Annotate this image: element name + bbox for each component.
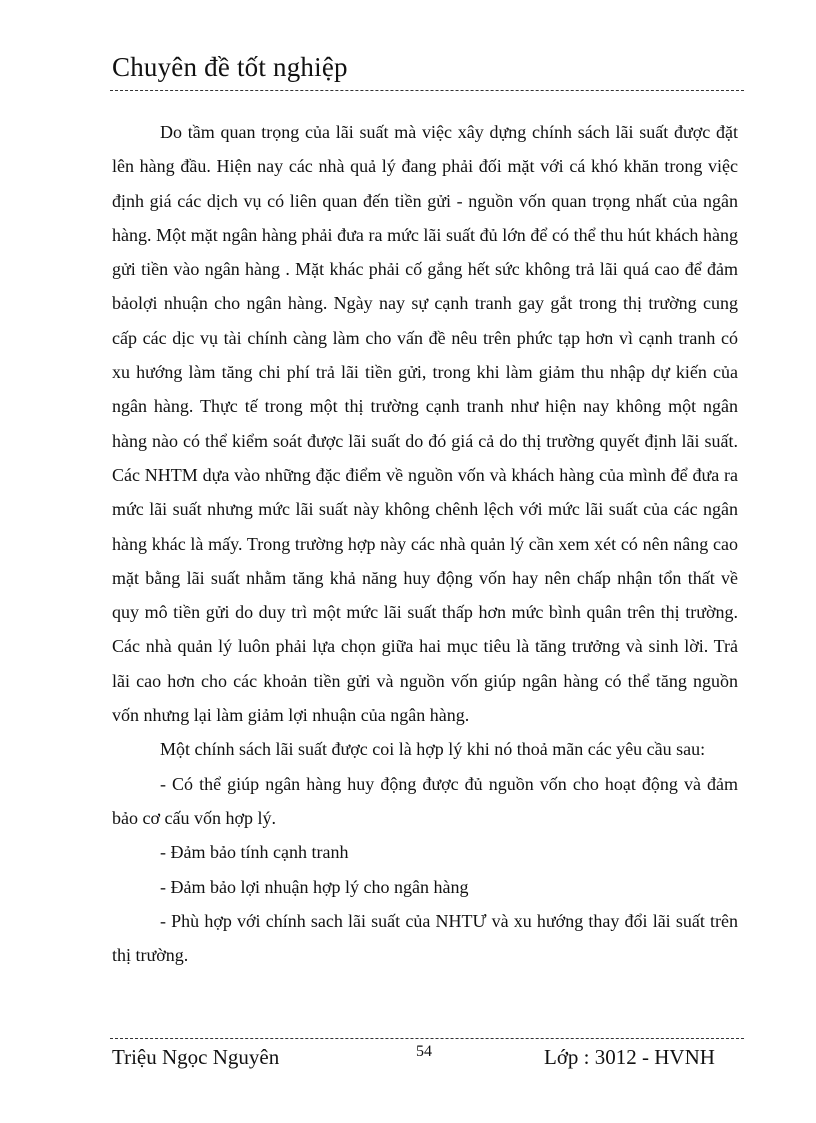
footer-rule — [110, 1038, 744, 1039]
page-number: 54 — [416, 1043, 432, 1060]
header-rule — [110, 90, 744, 91]
document-body — [112, 115, 738, 972]
list-item-capital: - Có thể giúp ngân hàng huy động được đủ nguồn vốn cho hoạt động và đảm bảo cơ cấu vốn hợp lý. — [112, 773, 738, 828]
paragraph-requirements: Một chính sách lãi suất được coi là hợp lý khi nó thoả mãn các yêu cầu sau: — [160, 739, 706, 760]
list-item-policy: - Phù hợp với chính sach lãi suất của NHTƯ và xu hướng thay đổi lãi suất trên thị trường. — [112, 910, 738, 966]
header-title: Chuyên đề tốt nghiệp — [112, 52, 348, 82]
list-item-profit: - Đảm bảo lợi nhuận hợp lý cho ngân hàng — [160, 876, 469, 897]
footer-author: Triệu Ngọc Nguyên — [112, 1045, 280, 1069]
list-item-competition: - Đảm bảo tính cạnh tranh — [160, 842, 349, 863]
paragraph-intro: Do tầm quan trọng của lãi suất mà việc xây dựng chính sách lãi suất được đặt lên hàng đầu. Hiện nay các nhà quả lý đang phải đối mặt với cá khó khăn trong việc định giá các dịch vụ có liên quan đến tiền gửi - nguồn vốn quan trọng nhất của ngân hàng. Một mặt ngân hàng phải đưa ra mức lãi suất đủ lớn để có thể thu hút khách hàng gửi tiền vào ngân hàng . Mặt khác phải cố gắng hết sức không trả lãi quá cao để đảm bảolợi nhuận cho ngân hàng. Ngày nay sự cạnh tranh gay gắt trong thị trường cung cấp các dịc vụ tài chính càng làm cho vấn đề nêu trên phức tạp hơn vì cạnh tranh có xu hướng làm tăng chi phí trả lãi tiền gửi, trong khi làm giảm thu nhập dự kiến của ngân hàng. Thực tế trong một thị trường cạnh tranh như hiện nay không một ngân hàng nào có thể kiểm soát được lãi suất do đó giá cả do thị trường quyết định lãi suất. Các NHTM dựa vào những đặc điểm về nguồn vốn và khách hàng của mình để đưa ra mức lãi suất nhưng mức lãi suất này không chênh lệch với mức lãi suất của các ngân hàng khác là mấy. Trong trường hợp này các nhà quản lý cần xem xét có nên nâng cao mặt bằng lãi suất nhằm tăng khả năng huy động vốn hay nên chấp nhận tổn thất về quy mô tiền gửi do duy trì một mức lãi suất thấp hơn mức bình quân trên thị trường. Các nhà quản lý luôn phải lựa chọn giữa hai mục tiêu là tăng trưởng và sinh lời. Trả lãi cao hơn cho các khoản tiền gửi và nguồn vốn giúp ngân hàng có thể tăng nguồn vốn nhưng lại làm giảm lợi nhuận của ngân hàng. — [112, 122, 738, 726]
footer-class-label: Lớp : 3012 - HVNH — [544, 1045, 715, 1069]
